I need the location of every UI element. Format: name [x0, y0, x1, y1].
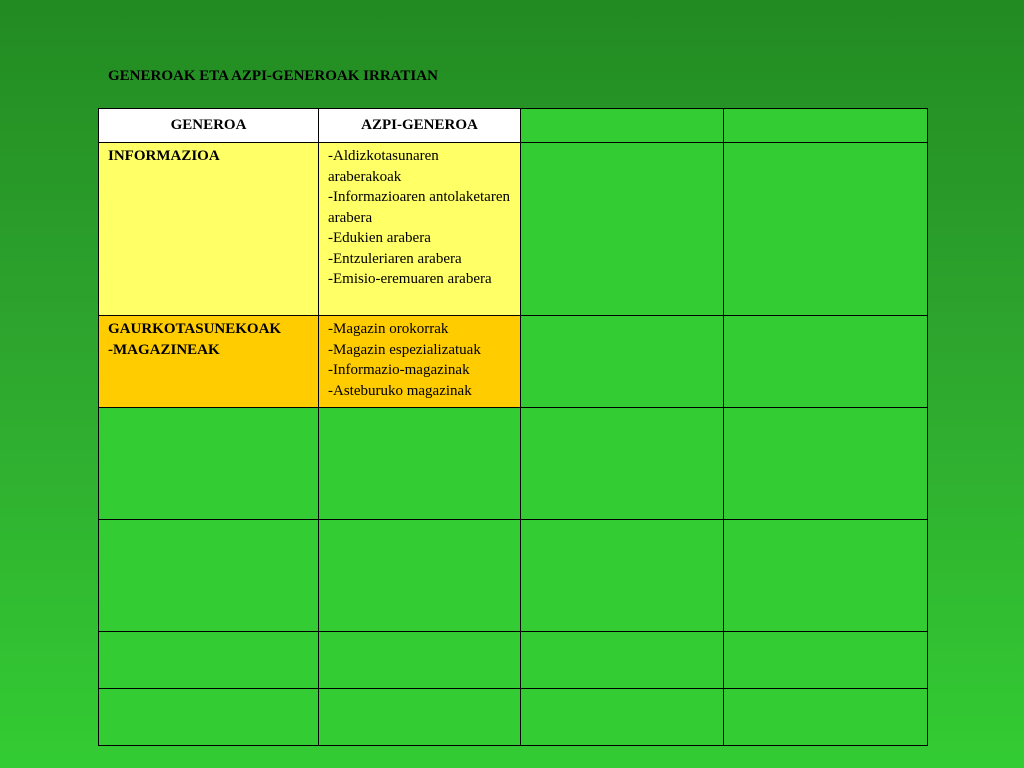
empty-cell [319, 520, 521, 632]
subgenre-cell-informazioa [319, 143, 521, 316]
empty-cell [99, 520, 319, 632]
table-row-empty [99, 632, 928, 689]
header-empty-col4 [724, 109, 928, 143]
empty-cell [724, 520, 928, 632]
empty-cell [99, 632, 319, 689]
empty-cell [724, 632, 928, 689]
table-header-row [99, 109, 928, 143]
table-row-magazineak [99, 316, 928, 408]
subgenre-item: -Entzuleriaren arabera [328, 250, 462, 267]
empty-cell [521, 143, 724, 316]
empty-cell [521, 316, 724, 408]
empty-cell [724, 143, 928, 316]
genre-line: GAURKOTASUNEKOAK [108, 321, 282, 337]
subgenre-item: -Informazio-magazinak [328, 362, 470, 378]
empty-cell [521, 408, 724, 520]
empty-cell [319, 689, 521, 746]
slide-title: GENEROAK ETA AZPI-GENEROAK IRRATIAN [108, 68, 438, 84]
table-row-empty [99, 520, 928, 632]
empty-cell [521, 689, 724, 746]
genre-line: -MAGAZINEAK [108, 341, 220, 358]
subgenre-item: -Magazin espezializatuak [328, 341, 481, 358]
empty-cell [724, 316, 928, 408]
subgenre-item: -Asteburuko magazinak [328, 382, 472, 399]
header-generoa: GENEROA [99, 109, 319, 143]
header-azpi-generoa: AZPI-GENEROA [319, 109, 521, 143]
empty-cell [319, 632, 521, 689]
empty-cell [521, 632, 724, 689]
empty-cell [724, 408, 928, 520]
empty-cell [724, 689, 928, 746]
table-row-informazioa [99, 143, 928, 316]
genre-cell-informazioa: INFORMAZIOA [99, 143, 319, 316]
table-row-empty [99, 689, 928, 746]
genre-table [98, 108, 928, 746]
subgenre-item: -Edukien arabera [328, 230, 431, 246]
subgenre-item: -Aldizkotasunaren araberakoak [328, 148, 439, 185]
table-row-empty [99, 408, 928, 520]
subgenre-item: -Magazin orokorrak [328, 321, 449, 337]
empty-cell [521, 520, 724, 632]
empty-cell [99, 408, 319, 520]
subgenre-cell-magazineak [319, 316, 521, 408]
header-empty-col3 [521, 109, 724, 143]
genre-cell-magazineak [99, 316, 319, 408]
empty-cell [99, 689, 319, 746]
subgenre-item: -Informazioaren antolaketaren arabera [328, 189, 510, 226]
empty-cell [319, 408, 521, 520]
subgenre-item: -Emisio-eremuaren arabera [328, 271, 492, 287]
